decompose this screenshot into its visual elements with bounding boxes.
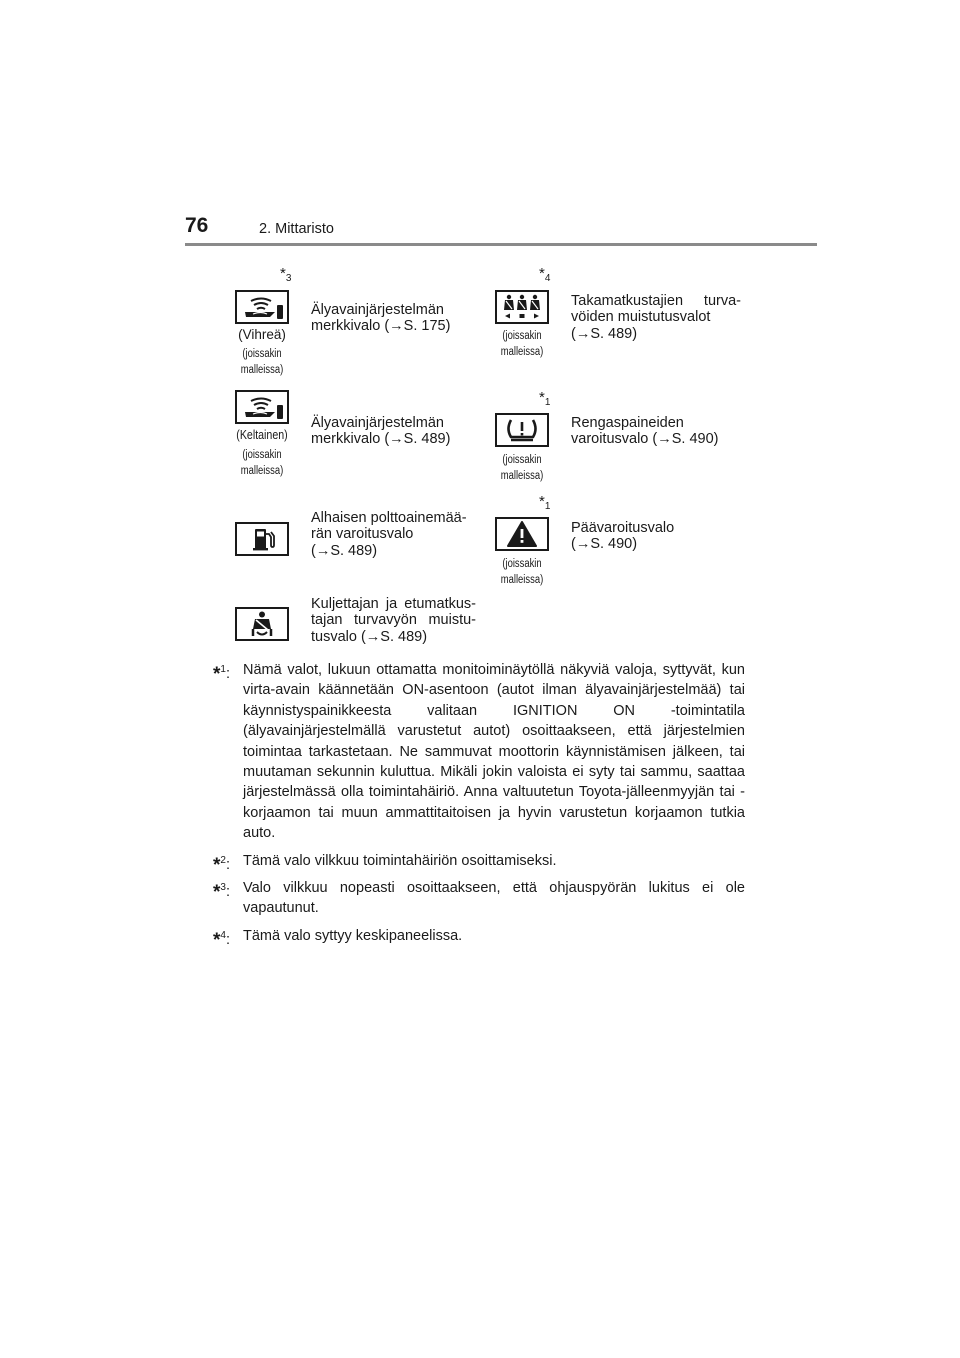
some-models-note: (joissakin malleissa) xyxy=(500,330,544,358)
section-title: 2. Mittaristo xyxy=(259,221,334,237)
footnotes xyxy=(213,660,745,953)
some-models-note: (joissakin malleissa) xyxy=(500,558,544,586)
color-label-yellow: (Keltainen) xyxy=(236,428,288,442)
footnote-4: *$^4$: Tämä valo syttyy keskipaneelissa. xyxy=(213,927,463,951)
smart-key-indicator-icon xyxy=(235,290,289,324)
footnote-1: *$^1$: Nämä valot, lukuun ottamatta monitoiminäytöllä näkyviä valoja, syttyvät, kun virta-avain käännetään ON-asentoon (autot ilman älyavainjärjestelmää) tai käynnistyspainikkeesta valitaan IGNITION ON -toimintatila (älyavainjärjestelmällä varustetut autot) osoittaakseen, että järjestelmien toimintaa tarkastetaan. Ne sammuvat moottorin käynnistämisen jälkeen, tai muutaman sekunnin kuluttua. Mikäli jokin valoista ei syty tai sammu, saattaa järjestelmässä olla toimintahäiriö. Anna valtuutetun Toyota-jälleenmyyjän tai -korjaamon tai muun ammattitaitoisen ja hyvin varustetun korjaamon tutkia auto. xyxy=(213,662,745,842)
footnote-mark: $*_4$ xyxy=(539,265,551,284)
footnote-mark: $*_1$ xyxy=(539,389,551,408)
footnote-mark: $*_1$ xyxy=(539,493,551,512)
smart-key-yellow-description: Älyavainjärjestelmän merkkivalo (→S. 489) xyxy=(311,415,451,448)
smart-key-indicator-icon xyxy=(235,390,289,424)
footnote-3: *$^3$: Valo vilkkuu nopeasti osoittaakseen, että ohjauspyörän lukitus ei ole vapautunut. xyxy=(213,880,745,917)
smart-key-green-description: Älyavainjärjestelmän merkkivalo (→S. 175) xyxy=(311,302,451,335)
page-number: 76 xyxy=(185,214,209,237)
tire-pressure-description: Rengaspaineiden varoitusvalo (→S. 490) xyxy=(571,415,719,448)
some-models-note: (joissakin malleissa) xyxy=(240,449,284,477)
header-rule xyxy=(185,243,817,246)
some-models-note: (joissakin malleissa) xyxy=(500,454,544,482)
tire-pressure-warning-icon xyxy=(495,413,549,447)
low-fuel-description: Alhaisen polttoainemää- rän varoitusvalo (→S. 489) xyxy=(311,510,467,559)
master-warning-description: Päävaroitusvalo (→S. 490) xyxy=(571,520,675,553)
master-warning-icon xyxy=(495,517,549,551)
seat-belt-description: Kuljettajan ja etumatkus- tajan turvavyön muistu- tusvalo (→S. 489) xyxy=(311,596,476,645)
some-models-note: (joissakin malleissa) xyxy=(240,348,284,376)
color-label-green: (Vihreä) xyxy=(238,327,286,342)
rear-seat-belt-description: Takamatkustajien turva- vöiden muistutusvalot (→S. 489) xyxy=(571,293,741,342)
footnote-2: *$^2$: Tämä valo vilkkuu toimintahäiriön osoittamiseksi. xyxy=(213,852,557,876)
rear-seat-belt-reminder-icon xyxy=(495,290,549,324)
footnote-mark: $*_3$ xyxy=(280,265,292,284)
seat-belt-reminder-icon xyxy=(235,607,289,641)
fuel-pump-icon xyxy=(235,522,289,556)
